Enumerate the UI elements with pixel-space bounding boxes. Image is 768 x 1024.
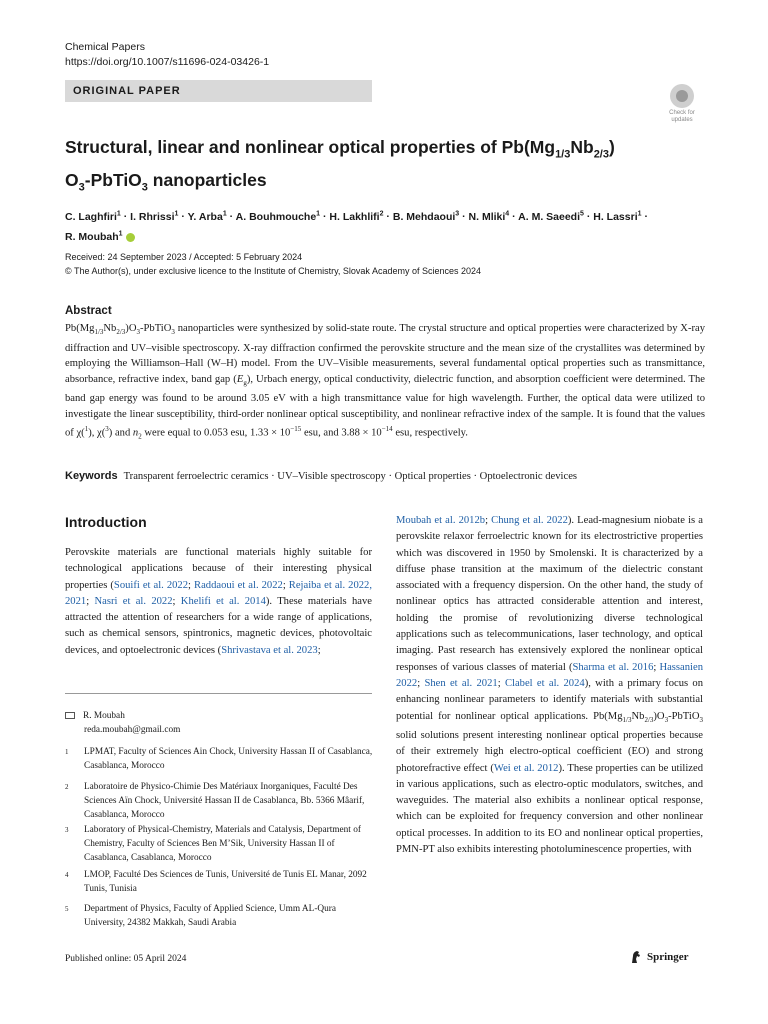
author[interactable]: B. Mehdaoui$^3$: [392, 210, 460, 223]
keywords-label: Keywords: [65, 470, 118, 482]
check-for-updates-badge[interactable]: [662, 84, 702, 124]
citation-link[interactable]: Sharma et al. 2016: [572, 661, 654, 673]
citation-link[interactable]: Moubah et al. 2012b: [396, 515, 486, 526]
citation-link[interactable]: Khelifi et al. 2014: [180, 595, 266, 607]
journal-name: Chemical Papers: [65, 41, 145, 53]
article-dates: [65, 250, 481, 278]
introduction-left-column: Perovskite materials are functional materials highly suitable for technological applications because of their interesting physical properties (Souifi et al. 2022; Raddaoui et al. 2022; Rejaiba et al. 2022, 2021; Nasri et al. 2022; Khelifi et al. 2014). These materials have attracted the attention of researchers for a wide range of applications, such as chemical sensors, spintronics, magnetic devices, photovoltaic devices, and optoelectronic devices (Shrivastava et al. 2023;: [65, 547, 372, 656]
author[interactable]: R. Moubah$^1$: [65, 230, 123, 243]
publisher-name: Springer: [647, 951, 689, 963]
article-type-banner: ORIGINAL PAPER: [65, 80, 372, 102]
introduction-heading: Introduction: [65, 514, 147, 530]
author[interactable]: C. Laghfiri$^1$: [65, 210, 121, 223]
author-list: C. Laghfiri$^1$ · I. Rhrissi$^1$ · Y. Arba$^1$ · A. Bouhmouche$^1$ · H. Lakhlifi$^2$ · B. Mehdaoui$^3$ · N. Mliki$^4$ · A. M. Saeedi$^5$ · H. Lassri$^1$ · R. Moubah$^1$: [65, 210, 648, 243]
author[interactable]: Y. Arba$^1$: [187, 210, 227, 223]
copyright-line: © The Author(s), under exclusive licence to the Institute of Chemistry, Slovak Academy of Sciences 2024: [65, 266, 482, 276]
corresponding-author: [65, 709, 180, 737]
envelope-icon: [65, 712, 75, 719]
correspondent-name: R. Moubah: [83, 711, 125, 721]
author[interactable]: I. Rhrissi$^1$: [130, 210, 179, 223]
check-updates-line1: Check for: [669, 110, 695, 116]
footnote-divider: [65, 693, 372, 694]
doi-link[interactable]: https://doi.org/10.1007/s11696-024-03426-1: [65, 56, 270, 68]
author[interactable]: N. Mliki$^4$: [468, 210, 510, 223]
citation-link[interactable]: Shrivastava et al. 2023: [221, 644, 318, 656]
springer-horse-icon: [630, 950, 642, 964]
journal-header: [65, 40, 269, 70]
citation-link[interactable]: Raddaoui et al. 2022: [194, 579, 283, 591]
author[interactable]: H. Lakhlifi$^2$: [329, 210, 384, 223]
correspondent-email[interactable]: reda.moubah@gmail.com: [84, 725, 181, 735]
check-updates-icon: [670, 84, 694, 108]
citation-link[interactable]: Hassanien 2022: [396, 661, 703, 689]
received-accepted: Received: 24 September 2023 / Accepted: 5 February 2024: [65, 252, 303, 262]
citation-link[interactable]: Wei et al. 2012: [493, 762, 559, 774]
citation-link[interactable]: Shen et al. 2021: [424, 677, 498, 689]
author[interactable]: H. Lassri$^1$: [593, 210, 642, 223]
citation-link[interactable]: Souifi et al. 2022: [113, 579, 189, 591]
abstract-heading: Abstract: [65, 305, 112, 317]
keywords: [65, 469, 705, 484]
published-online: Published online: 05 April 2024: [65, 954, 187, 964]
author[interactable]: A. M. Saeedi$^5$: [518, 210, 584, 223]
abstract-text: $Pb(Mg_{1/3}Nb_{2/3})O_3-PbTiO_3$ nanoparticles were synthesized by solid-state route. The crystal structure and optical properties were characterized by X-ray diffraction and UV–visible spectroscopy. X-ray diffraction confirmed the perovskite structure and the mean size of the crystallites was determined by employing the Williamson–Hall (W–H) model. From the UV–Visible measurements, several fundamental optical properties such as transmittance, absorbance, refractive index, band gap $(E_g)$, Urbach energy, optical conductivity, dielectric function, and absorption coefficient were determined. The band gap energy was found to be around 3.05 eV with a high transmittance value for high wavelength. Further, the optical data were utilized to investigate the linear susceptibility, third-order nonlinear optical susceptibility, and nonlinear refractive index of the sample. It is found that the values of χ($^1$), χ($^3$) and $n_2$ were equal to 0.053 esu, $1.33 \times 10^{-15}$ esu, and $3.88 \times 10^{-14}$ esu, respectively.: [65, 323, 705, 441]
keywords-text: Transparent ferroelectric ceramics · UV–Visible spectroscopy · Optical properties · Optoelectronic devices: [123, 471, 578, 482]
orcid-icon[interactable]: [126, 233, 135, 242]
citation-link[interactable]: Rejaiba et al. 2022, 2021: [65, 579, 372, 607]
paper-title: Structural, linear and nonlinear optical properties of $Pb(Mg_{1/3}Nb_{2/3})$ $O_3-PbTiO_3$ nanoparticles: [65, 137, 615, 193]
citation-link[interactable]: Chung et al. 2022: [491, 515, 568, 526]
author[interactable]: A. Bouhmouche$^1$: [235, 210, 321, 223]
check-updates-line2: updates: [671, 117, 693, 123]
springer-logo: [630, 950, 689, 964]
citation-link[interactable]: Clabel et al. 2024: [504, 677, 585, 689]
introduction-right-column: Moubah et al. 2012b; Chung et al. 2022). Lead-magnesium niobate is a perovskite relaxor ferroelectric known for its electrostrictive properties which was discovered in 1950 by Smolenski. It is characterized by a diffuse phase transition at the maximum of the dielectric constant associated with a frequency dispersion. On the other hand, the study of nonlinear optics has attracted considerable attention and interest, holding the promise of revolutionizing diverse technological applications such as telecommunications, laser technology, and optical imaging. Past research has extensively explored the nonlinear optical responses of various classes of material (Sharma et al. 2016; Hassanien 2022; Shen et al. 2021; Clabel et al. 2024), with a primary focus on enhancing nonlinear parameters to identify materials with substantial potential for nonlinear optical applications. $Pb(Mg_{1/3}Nb_{2/3})O_3-PbTiO_3$ solid solutions present interesting nonlinear optical properties because of their extremely high electro-optical coefficient (EO) and strong photorefractive effect (Wei et al. 2012). These properties can be utilized in various applications, such as electro-optic modulators, switches, and waveguides. The material also exhibits a nonlinear optical response, which can be exploited for frequency conversion and other nonlinear optical processes. In addition to its EO and nonlinear optical properties, PMN-PT also exhibits interesting photoluminescence properties, with: [396, 515, 704, 856]
citation-link[interactable]: Nasri et al. 2022: [94, 595, 173, 607]
